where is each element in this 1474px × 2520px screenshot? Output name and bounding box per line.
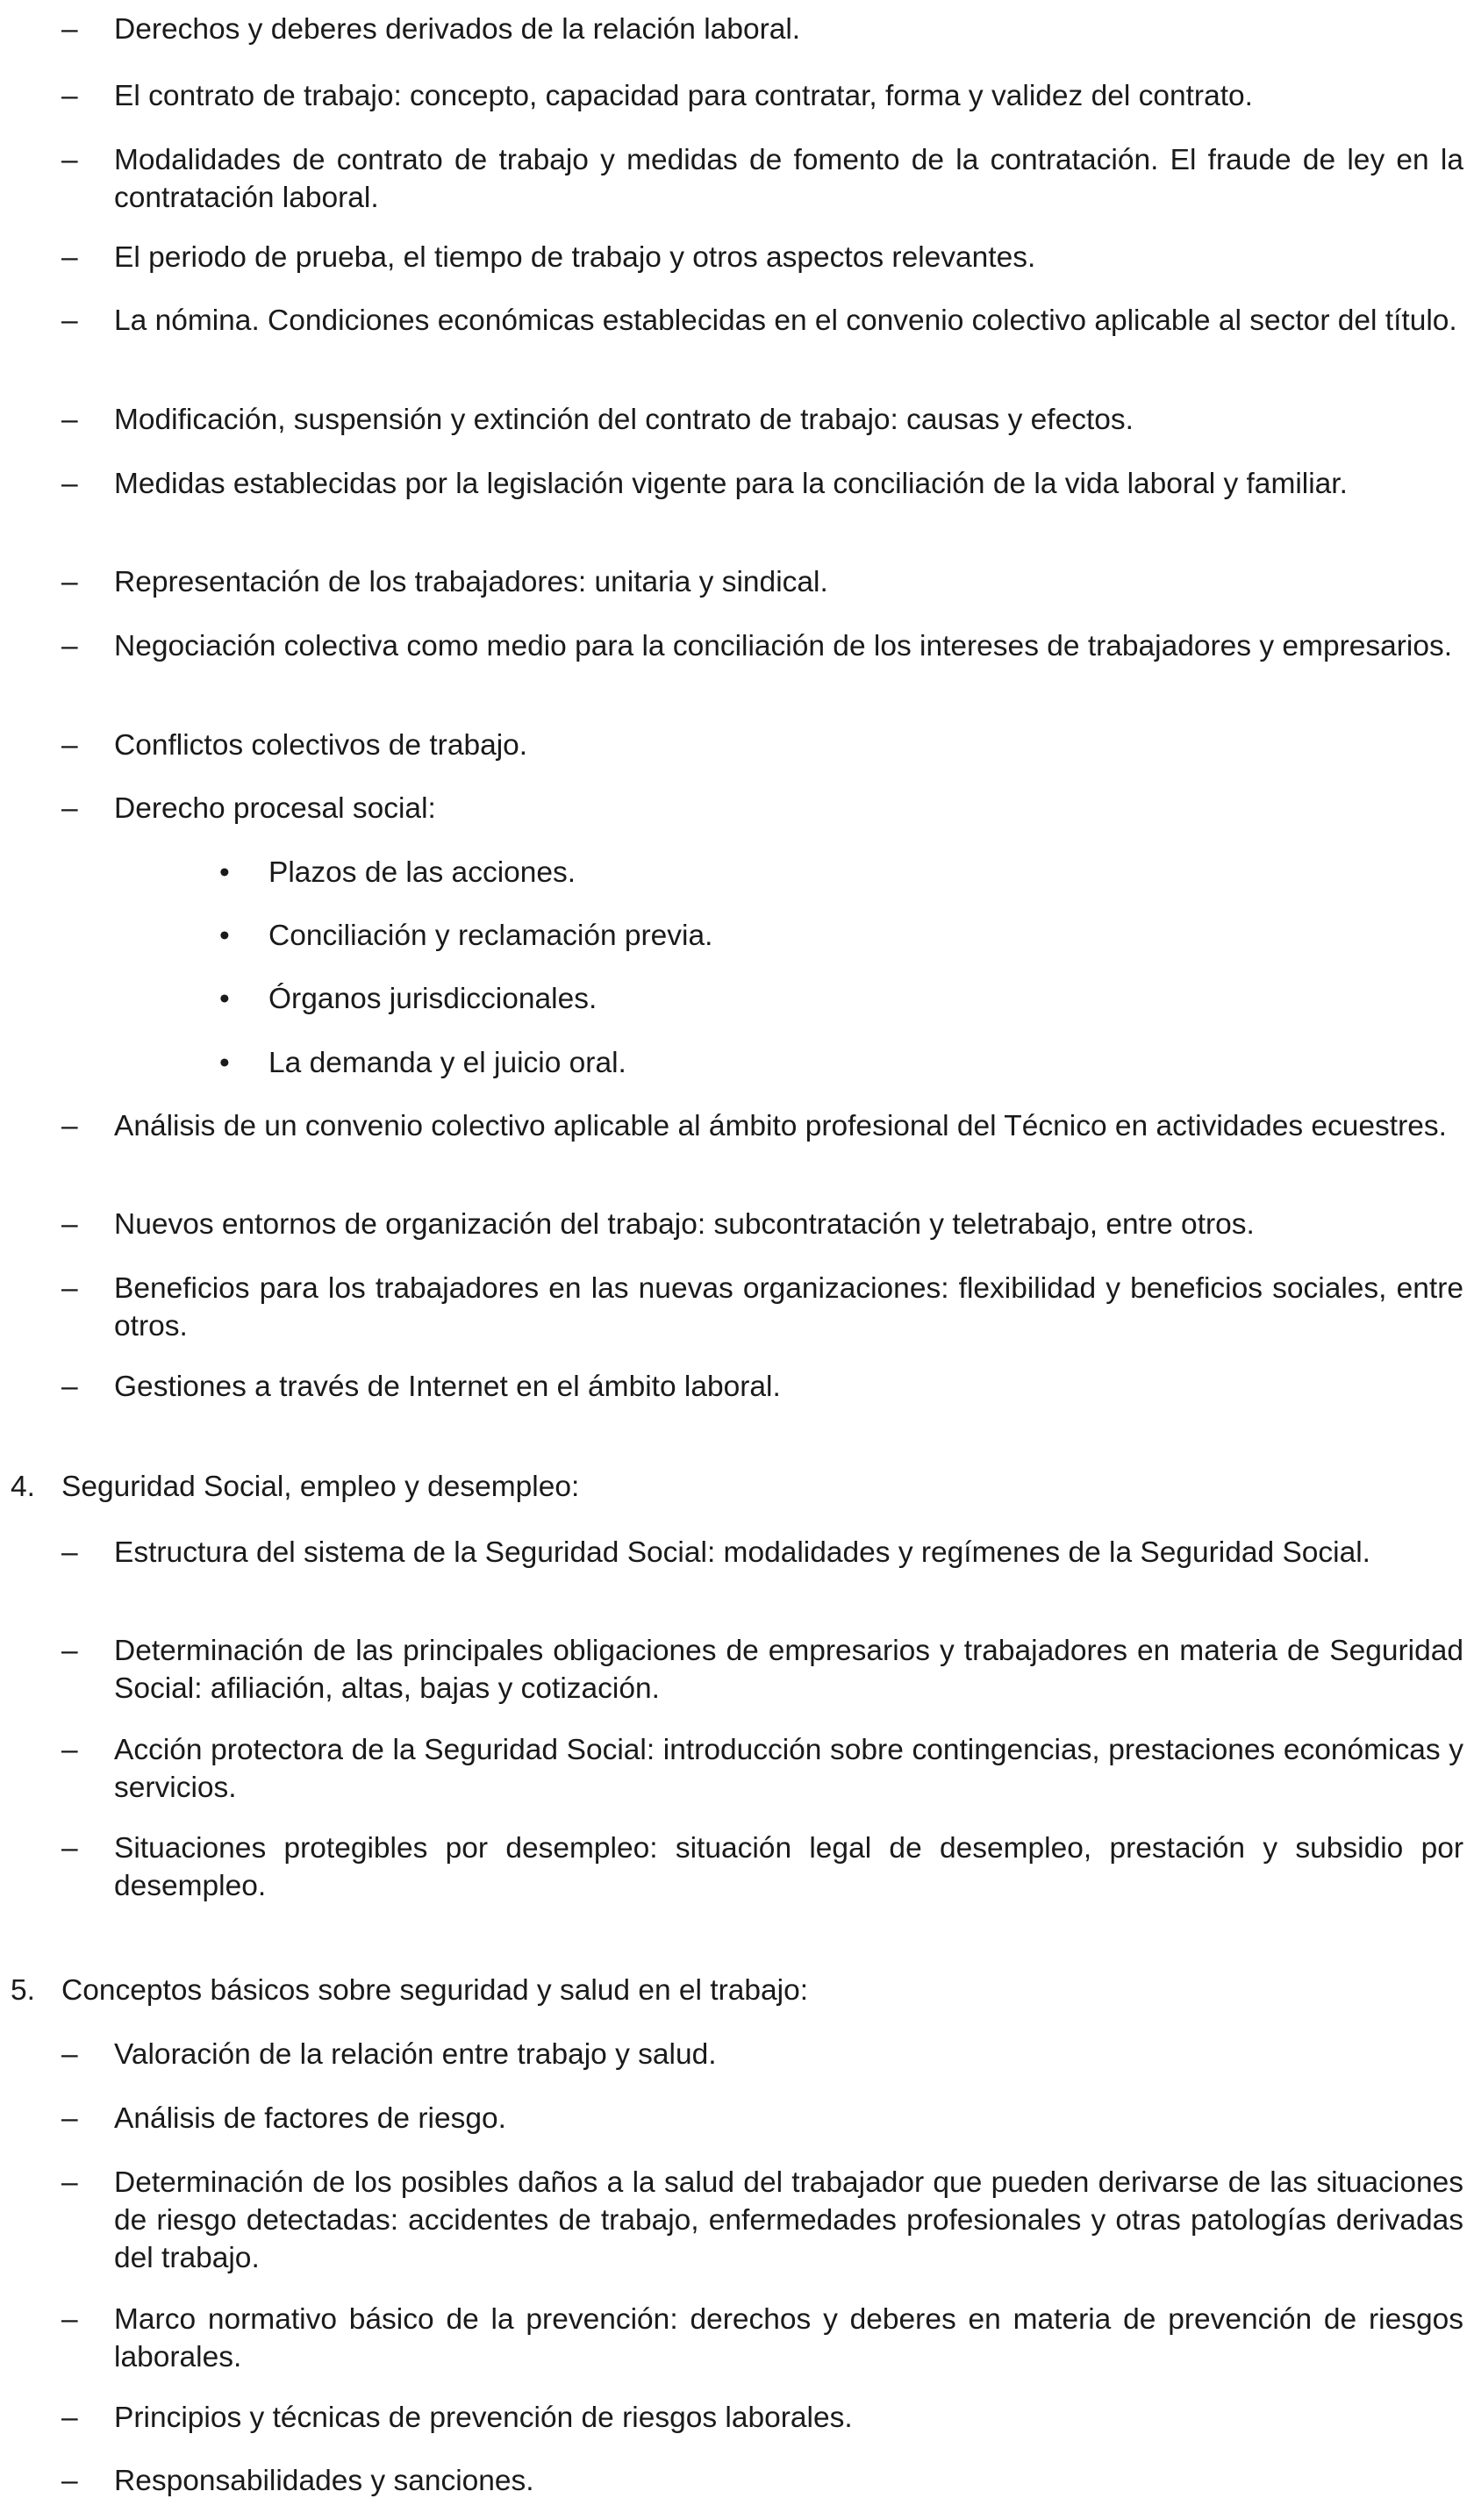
list-item-text: Representación de los trabajadores: unitaria y sindical. xyxy=(114,566,828,598)
sub-list-item-text: Órganos jurisdiccionales. xyxy=(268,983,597,1015)
list-item-text: Análisis de un convenio colectivo aplicable al ámbito profesional del Técnico en actividades ecuestres. xyxy=(114,1110,1447,1142)
list-item-text: Modalidades de contrato de trabajo y medidas de fomento de la contratación. El fraude de ley en la contratación laboral. xyxy=(114,144,1463,214)
dash-marker: – xyxy=(61,1734,78,1766)
list-item-text: Modificación, suspensión y extinción del contrato de trabajo: causas y efectos. xyxy=(114,404,1134,436)
dash-marker: – xyxy=(61,144,78,176)
sub-list-item-text: La demanda y el juicio oral. xyxy=(268,1047,626,1079)
section-title: Seguridad Social, empleo y desempleo: xyxy=(61,1471,580,1503)
dash-marker: – xyxy=(61,2303,78,2336)
list-item-text: Derecho procesal social: xyxy=(114,792,436,825)
dash-marker: – xyxy=(61,1110,78,1142)
list-item-text: Medidas establecidas por la legislación vigente para la conciliación de la vida laboral y familiar. xyxy=(114,468,1348,500)
list-item-text: Acción protectora de la Seguridad Social: introducción sobre contingencias, prestaciones económicas y servicios. xyxy=(114,1734,1463,1804)
dash-marker: – xyxy=(61,2038,78,2071)
sub-list-item-text: Conciliación y reclamación previa. xyxy=(268,920,713,952)
dash-marker: – xyxy=(61,468,78,500)
dash-marker: – xyxy=(61,630,78,662)
dash-marker: – xyxy=(61,729,78,762)
dash-marker: – xyxy=(61,241,78,274)
list-item-text: Situaciones protegibles por desempleo: situación legal de desempleo, prestación y subsidio por desempleo. xyxy=(114,1832,1463,1902)
sub-list-item-text: Plazos de las acciones. xyxy=(268,856,576,889)
bullet-marker: • xyxy=(219,920,230,952)
list-item-text: Análisis de factores de riesgo. xyxy=(114,2102,506,2135)
list-item-text: Determinación de los posibles daños a la salud del trabajador que pueden derivarse de las situaciones de riesgo detectadas: accidentes de trabajo, enfermedades profesionales y otras patologías derivadas del trabajo. xyxy=(114,2166,1463,2274)
bullet-marker: • xyxy=(219,1047,230,1079)
list-item-text: Determinación de las principales obligaciones de empresarios y trabajadores en materia de Seguridad Social: afiliación, altas, bajas y cotización. xyxy=(114,1635,1463,1705)
dash-marker: – xyxy=(61,1635,78,1667)
list-item-text: Principios y técnicas de prevención de riesgos laborales. xyxy=(114,2402,853,2434)
list-item-text: Valoración de la relación entre trabajo y salud. xyxy=(114,2038,717,2071)
section-number: 5. xyxy=(11,1974,35,2007)
dash-marker: – xyxy=(61,2166,78,2199)
dash-marker: – xyxy=(61,304,78,337)
dash-marker: – xyxy=(61,13,78,46)
dash-marker: – xyxy=(61,1208,78,1241)
dash-marker: – xyxy=(61,1536,78,1569)
list-item-text: El periodo de prueba, el tiempo de trabajo y otros aspectos relevantes. xyxy=(114,241,1036,274)
list-item-text: Nuevos entornos de organización del trabajo: subcontratación y teletrabajo, entre otros. xyxy=(114,1208,1255,1241)
section-title: Conceptos básicos sobre seguridad y salud en el trabajo: xyxy=(61,1974,809,2007)
dash-marker: – xyxy=(61,1832,78,1865)
dash-marker: – xyxy=(61,566,78,598)
bullet-marker: • xyxy=(219,856,230,889)
dash-marker: – xyxy=(61,2465,78,2497)
dash-marker: – xyxy=(61,404,78,436)
dash-marker: – xyxy=(61,1371,78,1403)
dash-marker: – xyxy=(61,80,78,112)
list-item-text: La nómina. Condiciones económicas establecidas en el convenio colectivo aplicable al sector del título. xyxy=(114,304,1457,337)
list-item-text: El contrato de trabajo: concepto, capacidad para contratar, forma y validez del contrato. xyxy=(114,80,1253,112)
bullet-marker: • xyxy=(219,983,230,1015)
list-item-text: Responsabilidades y sanciones. xyxy=(114,2465,534,2497)
list-item-text: Derechos y deberes derivados de la relación laboral. xyxy=(114,13,801,46)
section-number: 4. xyxy=(11,1471,35,1503)
list-item-text: Gestiones a través de Internet en el ámbito laboral. xyxy=(114,1371,781,1403)
list-item-text: Estructura del sistema de la Seguridad Social: modalidades y regímenes de la Seguridad Social. xyxy=(114,1536,1370,1569)
dash-marker: – xyxy=(61,792,78,825)
list-item-text: Marco normativo básico de la prevención: derechos y deberes en materia de prevención de riesgos laborales. xyxy=(114,2303,1463,2373)
list-item-text: Beneficios para los trabajadores en las nuevas organizaciones: flexibilidad y beneficios sociales, entre otros. xyxy=(114,1272,1463,1342)
list-item-text: Negociación colectiva como medio para la conciliación de los intereses de trabajadores y empresarios. xyxy=(114,630,1453,662)
dash-marker: – xyxy=(61,2402,78,2434)
list-item-text: Conflictos colectivos de trabajo. xyxy=(114,729,528,762)
dash-marker: – xyxy=(61,1272,78,1305)
dash-marker: – xyxy=(61,2102,78,2135)
